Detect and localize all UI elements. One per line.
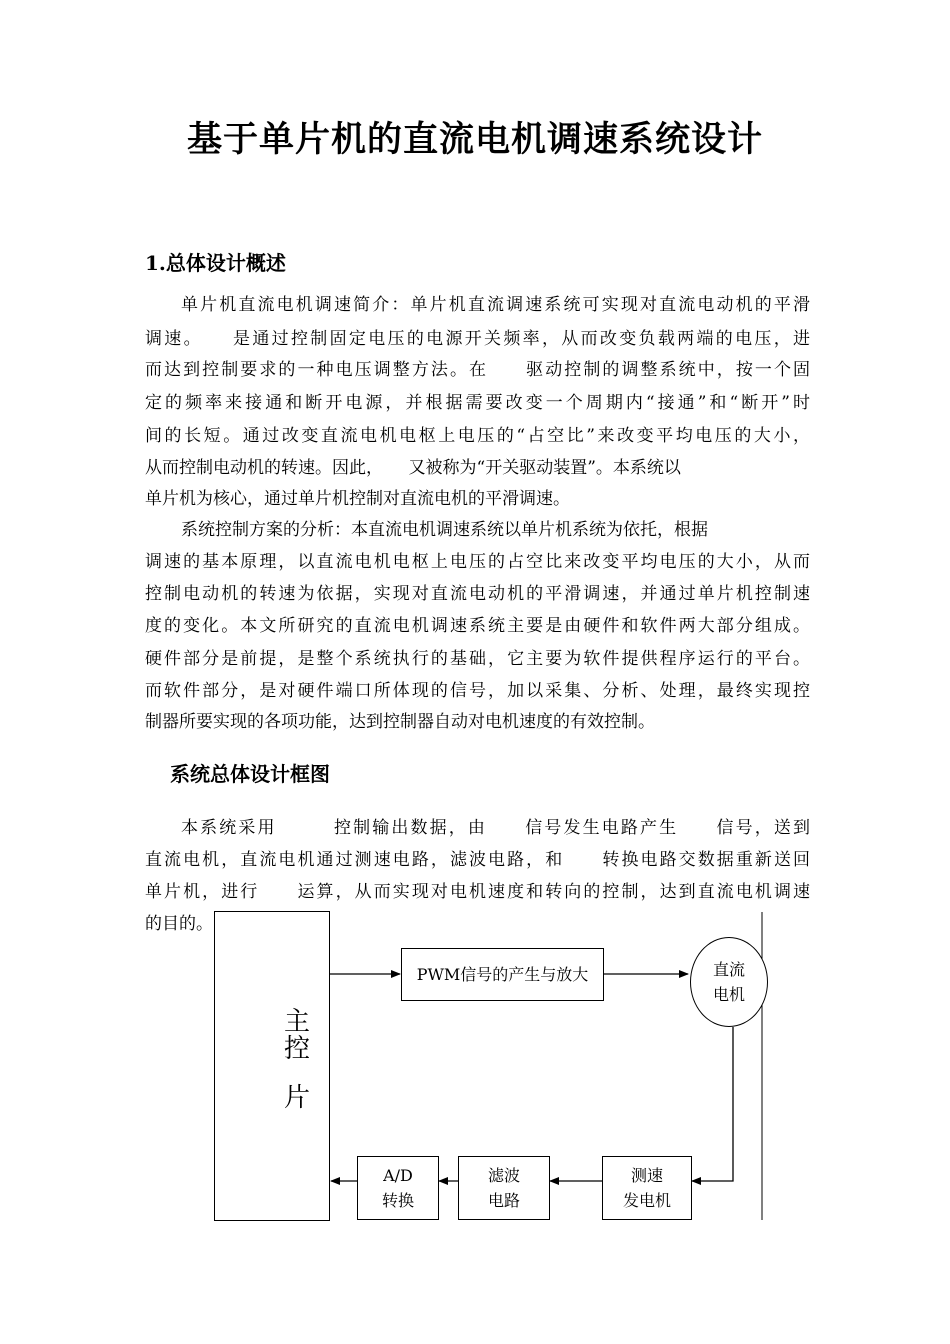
adc-label-line: 转换	[381, 1191, 414, 1210]
motor-label-line: 直流	[712, 960, 745, 979]
mcu-label-char: 片	[284, 1083, 311, 1113]
scheme-line: 调速的基本原理，以直流电机电枢上电压的占空比来改变平均电压的大小，从而	[145, 552, 810, 572]
scheme-line: 而软件部分，是对硬件端口所体现的信号，加以采集、分析、处理，最终实现控	[145, 681, 810, 701]
adc-box	[357, 1156, 439, 1220]
scheme-line: 硬件部分是前提，是整个系统执行的基础，它主要为软件提供程序运行的平台。	[145, 649, 810, 669]
section-title: 总体设计概述	[165, 251, 286, 275]
section-heading-2: 系统总体设计框图	[170, 762, 330, 786]
arrow-motor-to-tach	[692, 1027, 733, 1181]
intro-line: 单片机直流电机调速简介：单片机直流调速系统可实现对直流电动机的平滑	[181, 295, 810, 315]
filter-circuit-box	[458, 1156, 550, 1220]
pwm-box-label: PWM信号的产生与放大	[416, 965, 589, 984]
block-desc-line: 本系统采用 控制输出数据，由 信号发生电路产生 信号，送到	[181, 818, 810, 838]
scheme-line: 度的变化。本文所研究的直流电机调速系统主要是由硬件和软件两大部分组成。	[145, 616, 810, 636]
motor-label-line: 电机	[712, 985, 745, 1004]
intro-line: 调速。 是通过控制固定电压的电源开关频率，从而改变负载两端的电压，进	[145, 329, 810, 349]
mcu-label-char: 控	[284, 1034, 311, 1064]
mcu-box	[214, 911, 330, 1221]
dc-motor-circle	[690, 937, 768, 1027]
filter-label-line: 滤波	[487, 1166, 520, 1185]
tach-generator-box	[602, 1156, 692, 1220]
tach-label-line: 测速	[630, 1166, 663, 1185]
scheme-line: 制器所要实现的各项功能，达到控制器自动对电机速度的有效控制。	[145, 712, 655, 732]
tach-label-line: 发电机	[622, 1191, 671, 1210]
intro-line: 间的长短。通过改变直流电机电枢上电压的“占空比”来改变平均电压的大小，	[145, 426, 810, 446]
scheme-line: 系统控制方案的分析：本直流电机调速系统以单片机系统为依托，根据	[181, 520, 708, 540]
mcu-label-char: 主	[284, 1007, 311, 1037]
block-desc-line: 的目的。	[145, 914, 213, 934]
filter-label-line: 电路	[487, 1191, 520, 1210]
adc-label-line: A/D	[383, 1166, 413, 1185]
intro-line: 而达到控制要求的一种电压调整方法。在 驱动控制的调整系统中，按一个固	[145, 360, 810, 380]
intro-line: 从而控制电动机的转速。因此， 又被称为“开关驱动装置”。本系统以	[145, 458, 681, 478]
scheme-line: 控制电动机的转速为依据，实现对直流电动机的平滑调速，并通过单片机控制速	[145, 584, 810, 604]
block-desc-line: 直流电机，直流电机通过测速电路，滤波电路，和 转换电路交数据重新送回	[145, 850, 810, 870]
block-desc-line: 单片机，进行 运算，从而实现对电机速度和转向的控制，达到直流电机调速	[145, 882, 810, 902]
section-number: 1.	[145, 251, 166, 275]
pwm-box	[401, 948, 604, 1001]
intro-line: 单片机为核心，通过单片机控制对直流电机的平滑调速。	[145, 489, 570, 509]
page-title: 基于单片机的直流电机调速系统设计	[186, 119, 763, 160]
intro-line: 定的频率来接通和断开电源，并根据需要改变一个周期内“接通”和“断开”时	[145, 393, 810, 413]
